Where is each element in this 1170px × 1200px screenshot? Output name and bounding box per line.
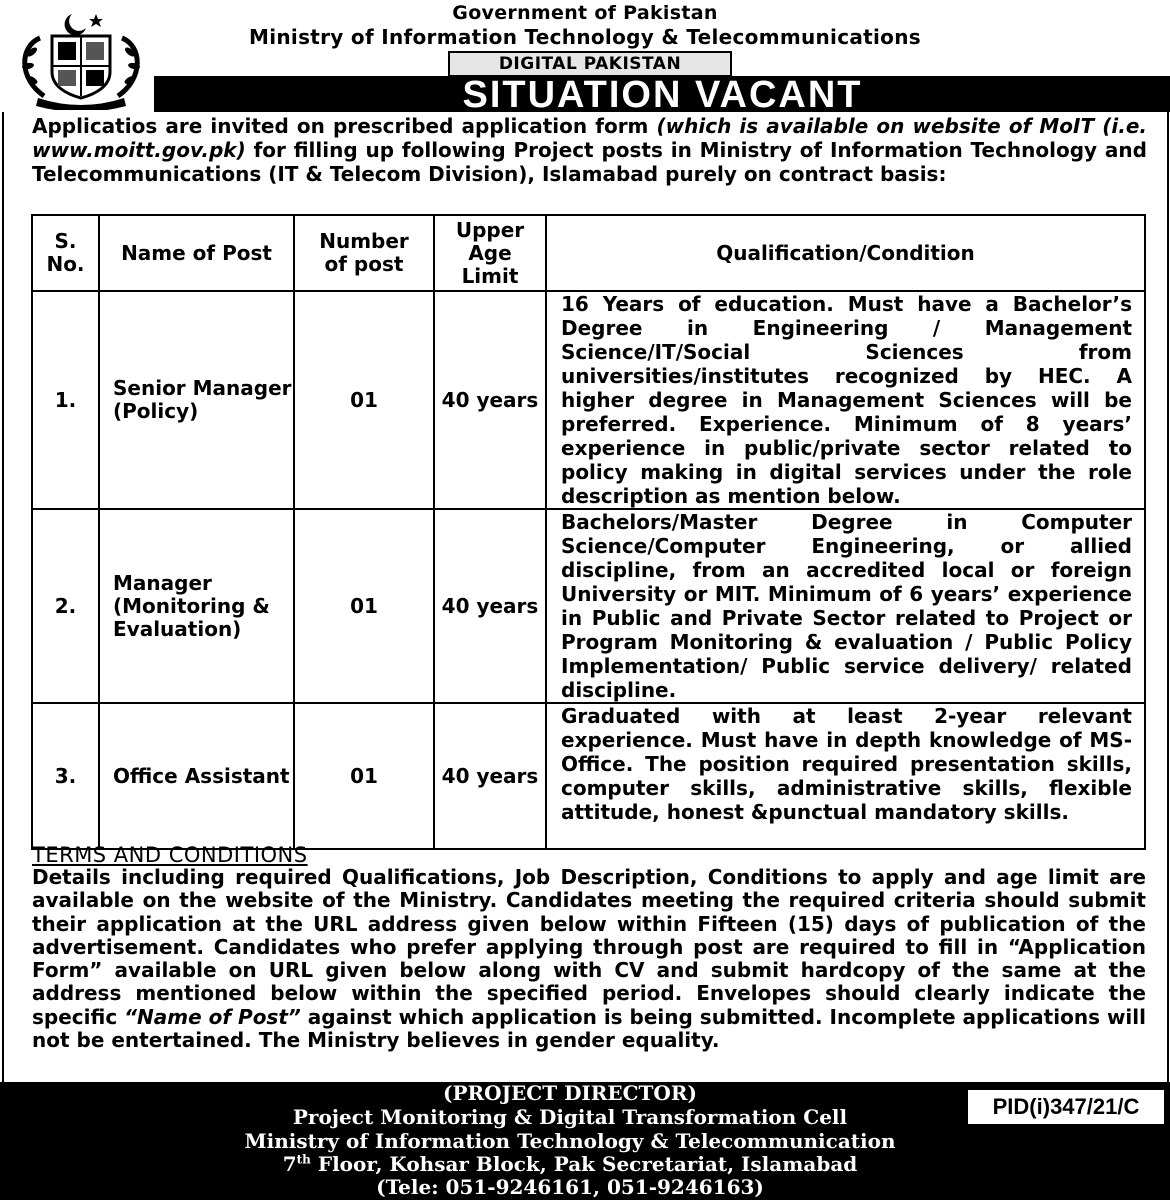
- row-number: 01: [294, 703, 434, 849]
- row-post-name: Senior Manager (Policy): [99, 291, 294, 509]
- table-row: [32, 291, 1145, 509]
- intro-website-note: (which is available on website of MoIT (i.e. www.moitt.gov.pk): [32, 114, 1147, 162]
- footer-cell: Project Monitoring & Digital Transformation Cell: [292, 1105, 848, 1129]
- digital-pakistan-badge: DIGITAL PAKISTAN: [448, 51, 732, 77]
- name-of-post-emphasis: “Name of Post”: [124, 1004, 301, 1029]
- terms-text-2: available on URL given below along with CV and submit hardcopy of the same at the address mentioned below within the specified period. Envelopes should clearly indicate the specific: [32, 958, 1146, 1029]
- header-age: Upper Age Limit: [434, 215, 546, 291]
- row-number: 01: [294, 509, 434, 703]
- table-row: [32, 509, 1145, 703]
- state-emblem-icon: [10, 6, 152, 110]
- terms-heading: TERMS AND CONDITIONS: [32, 843, 308, 867]
- header-sn: S. No.: [32, 215, 99, 291]
- row-qualification: Bachelors/Master Degree in Computer Science/Computer Engineering, or allied discipline, from an accredited local or foreign University or MIT. Minimum of 6 years’ experience in Public and Private Sector related to Project or Program Monitoring & evaluation / Public Policy Implementation/ Public service delivery/ related discipline.: [546, 509, 1145, 703]
- table-header-row: [32, 215, 1145, 291]
- row-sn: 1.: [32, 291, 99, 509]
- pid-number: PID(i)347/21/C: [968, 1090, 1164, 1124]
- row-sn: 2.: [32, 509, 99, 703]
- row-age: 40 years: [434, 509, 546, 703]
- footer-address: 7th Floor, Kohsar Block, Pak Secretariat, Islamabad: [282, 1152, 858, 1176]
- row-qualification: 16 Years of education. Must have a Bachelor’s Degree in Engineering / Management Science/IT/Social Sciences from universities/institutes recognized by HEC. A higher degree in Management Sciences will be preferred. Experience. Minimum of 8 years’ experience in public/private sector related to policy making in digital services under the role description as mention below.: [546, 291, 1145, 509]
- header-qualification: Qualification/Condition: [546, 215, 1145, 291]
- intro-text-2: for filling up following Project posts in Ministry of Information Technology and Telecommunications (IT & Telecom Division), Islamabad purely on contract basis:: [32, 138, 1147, 186]
- terms-text-1: Details including required Qualifications, Job Description, Conditions to apply and age limit are available on the website of the Ministry. Candidates meeting the required criteria should submit their application at the URL address given below within Fifteen (15) days of publication of the advertisement. Candidates who prefer applying through post are required to fill in: [32, 865, 1146, 959]
- terms-text-3: against which application is being submitted. Incomplete applications will not be entertained. The Ministry believes in gender equality.: [32, 1004, 1146, 1053]
- application-form-emphasis: “Application Form”: [32, 934, 1146, 983]
- page-title: SITUATION VACANT: [462, 74, 863, 116]
- row-age: 40 years: [434, 703, 546, 849]
- row-sn: 3.: [32, 703, 99, 849]
- intro-paragraph: [32, 114, 1147, 186]
- terms-paragraph: [32, 866, 1146, 1052]
- footer-ministry: Ministry of Information Technology & Telecommunication: [244, 1129, 896, 1153]
- project-director: (PROJECT DIRECTOR): [443, 1081, 697, 1105]
- row-age: 40 years: [434, 291, 546, 509]
- footer-telephone: (Tele: 051-9246161, 051-9246163): [376, 1175, 764, 1199]
- government-title: Government of Pakistan: [452, 2, 718, 24]
- table-row: [32, 703, 1145, 849]
- row-qualification: Graduated with at least 2-year relevant experience. Must have in depth knowledge of MS-Office. The position required presentation skills, computer skills, administrative skills, flexible attitude, honest &punctual mandatory skills.: [546, 703, 1145, 849]
- header: [0, 0, 1170, 116]
- row-post-name: Office Assistant: [99, 703, 294, 849]
- header-number: Number of post: [294, 215, 434, 291]
- posts-table: [31, 214, 1146, 850]
- row-post-name: Manager (Monitoring & Evaluation): [99, 509, 294, 703]
- ministry-title: Ministry of Information Technology & Telecommunications: [249, 25, 921, 49]
- intro-text-1: Applicatios are invited on prescribed application form: [32, 114, 657, 138]
- header-name: Name of Post: [99, 215, 294, 291]
- row-number: 01: [294, 291, 434, 509]
